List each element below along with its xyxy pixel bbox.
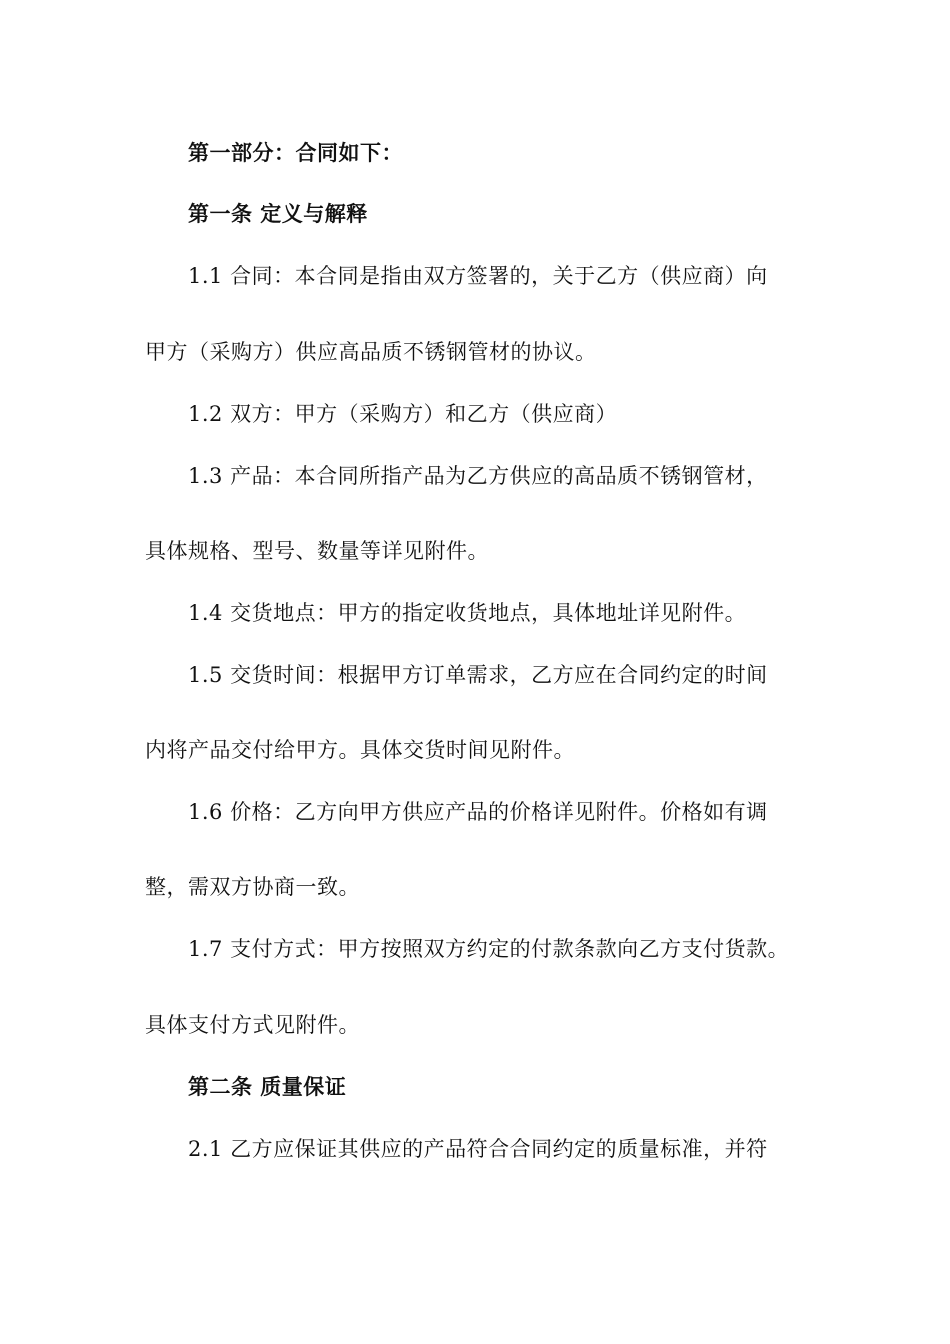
clause-1-2-line-1: 1.2 双方：甲方（采购方）和乙方（供应商） [188,402,618,426]
article-1-title: 第一条 定义与解释 [188,202,368,226]
clause-1-5-line-2: 内将产品交付给甲方。具体交货时间见附件。 [145,738,575,762]
clause-1-6-line-1: 1.6 价格：乙方向甲方供应产品的价格详见附件。价格如有调 [188,800,768,824]
clause-1-7-line-1: 1.7 支付方式：甲方按照双方约定的付款条款向乙方支付货款。 [188,937,790,961]
clause-1-4-line-1: 1.4 交货地点：甲方的指定收货地点，具体地址详见附件。 [188,601,747,625]
clause-1-7-line-2: 具体支付方式见附件。 [145,1013,360,1037]
part-title: 第一部分：合同如下： [188,141,403,165]
clause-1-1-line-1: 1.1 合同：本合同是指由双方签署的，关于乙方（供应商）向 [188,264,768,288]
clause-2-1-line-1: 2.1 乙方应保证其供应的产品符合合同约定的质量标准，并符 [188,1137,768,1161]
clause-1-3-line-2: 具体规格、型号、数量等详见附件。 [145,539,489,563]
article-2-title: 第二条 质量保证 [188,1075,347,1099]
clause-1-6-line-2: 整，需双方协商一致。 [145,875,360,899]
clause-1-5-line-1: 1.5 交货时间：根据甲方订单需求，乙方应在合同约定的时间 [188,663,768,687]
clause-1-1-line-2: 甲方（采购方）供应高品质不锈钢管材的协议。 [145,340,597,364]
clause-1-3-line-1: 1.3 产品：本合同所指产品为乙方供应的高品质不锈钢管材， [188,464,768,488]
